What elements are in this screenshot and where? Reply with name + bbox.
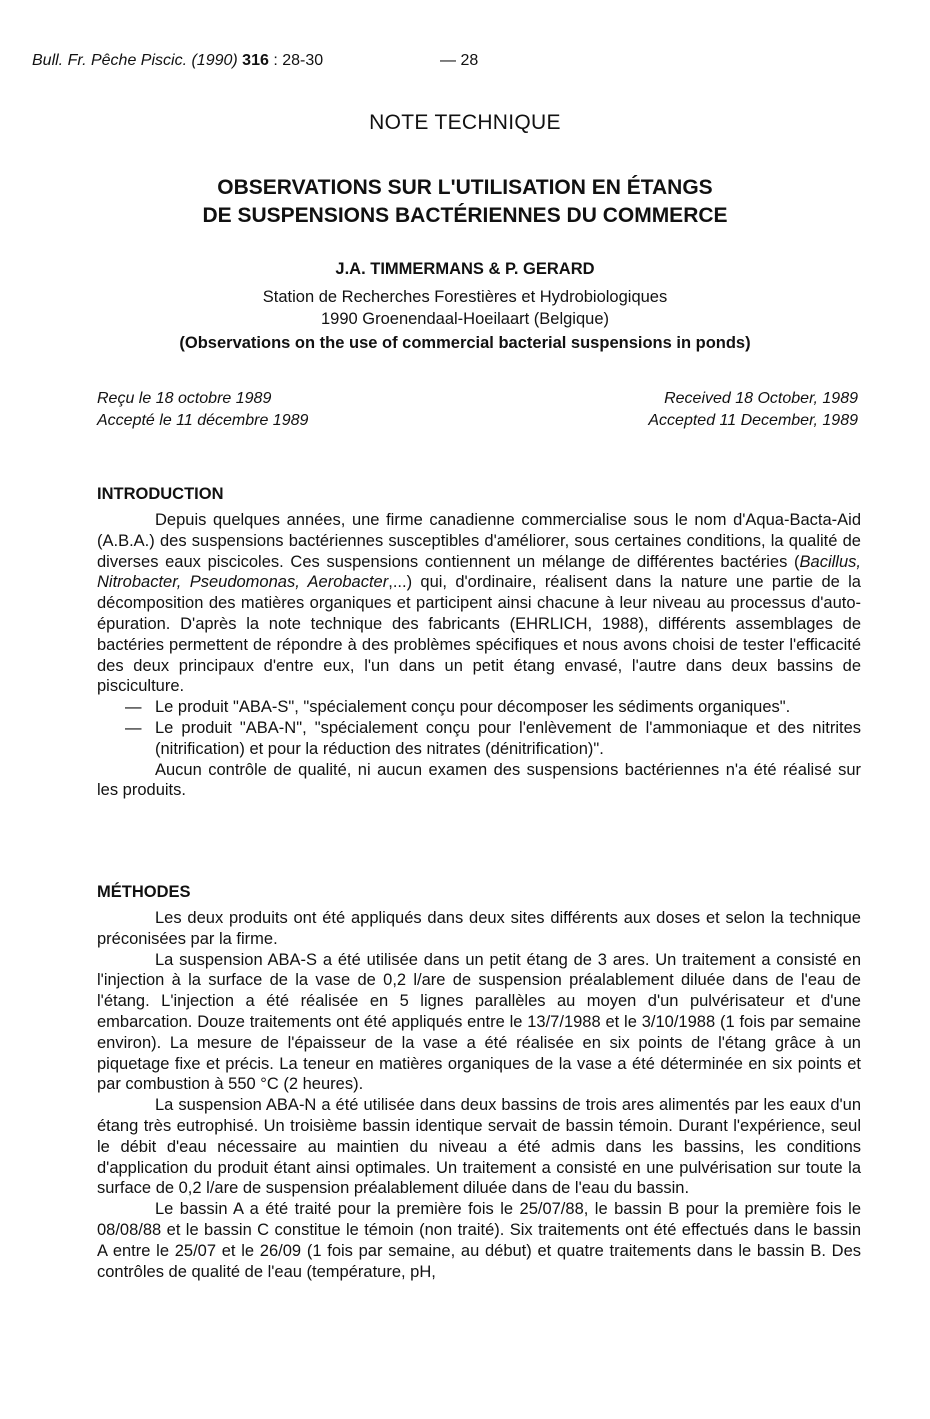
journal-name: Bull. Fr. Pêche Piscic. [32,52,188,69]
intro-paragraph-1 [97,510,861,697]
intro-p1-text-end: ,...) qui, d'ordinaire, réalisent dans la nature une partie de la décomposition des matières organiques et participent ainsi chacune à leur niveau au processus d'auto-épuration. D'après la note technique des fabricants (EHRLICH, 1988), différents assemblages de bactéries permettent de répondre à des problèmes spécifiques et nous avons choisi de tester l'efficacité des deux principaux d'entre eux, l'un dans un petit étang envasé, l'autre dans deux bassins de pisciculture. [97,573,861,696]
journal-volume: 316 [242,52,269,69]
affiliation-line-1: Station de Recherches Forestières et Hydrobiologiques [262,288,668,306]
journal-year: (1990) [191,52,238,69]
methods-paragraph-4: Le bassin A a été traité pour la première fois le 25/07/88, le bassin B pour la première fois le 08/08/88 et le bassin C constitue le témoin (non traité). Six traitements ont été effectués dans le bassin A entre le 25/07 et le 26/09 (1 fois par semaine, au début) et quatre traitements dans le bassin B. Des contrôles de qualité de l'eau (température, pH, [97,1200,861,1281]
affiliation [0,286,930,330]
english-title: (Observations on the use of commercial bacterial suspensions in ponds) [179,334,751,352]
methods-paragraph-1: Les deux produits ont été appliqués dans deux sites différents aux doses et selon la technique préconisées par la firme. [97,909,861,948]
introduction-heading: INTRODUCTION [97,485,224,503]
dash-mark: — [125,718,142,737]
list-item [97,697,861,718]
accepted-fr: Accepté le 11 décembre 1989 [97,412,309,429]
list-item [97,718,861,760]
title-line-2: DE SUSPENSIONS BACTÉRIENNES DU COMMERCE [202,204,728,227]
running-header [32,52,323,70]
methods-paragraph-2: La suspension ABA-S a été utilisée dans un petit étang de 3 ares. Un traitement a consisté en l'injection à la surface de la vase de 0,2 l/are de suspension préalablement diluée dans de l'eau de l'étang. L'injection a été réalisée en 5 lignes parallèles au moyen d'un pulvérisateur et d'une embarcation. Douze traitements ont été appliqués entre le 13/7/1988 et le 3/10/1988 (1 fois par semaine environ). La mesure de l'épaisseur de la vase a été réalisée en six points de l'étang grâce à un piquetage fixe et précis. La teneur en matières organiques de la vase a été déterminée en six points et par combustion à 550 °C (2 heures). [97,950,861,1094]
introduction-body [97,510,861,801]
dates-french [97,388,308,432]
article-title [0,174,930,230]
dash-mark: — [125,698,142,717]
item-aba-n: Le produit "ABA-N", "spécialement conçu pour l'enlèvement de l'ammoniaque et des nitrites (nitrification) et pour la réduction des nitrates (dénitrification)". [155,718,861,758]
note-type: NOTE TECHNIQUE [369,111,561,134]
received-en: Received 18 October, 1989 [664,390,858,407]
accepted-en: Accepted 11 December, 1989 [648,412,858,429]
methods-heading: MÉTHODES [97,883,191,901]
page-number: — 28 [440,52,479,69]
item-aba-s: Le produit "ABA-S", "spécialement conçu pour décomposer les sédiments organiques". [155,698,791,717]
received-fr: Reçu le 18 octobre 1989 [97,390,272,407]
title-line-1: OBSERVATIONS SUR L'UTILISATION EN ÉTANGS [217,176,713,199]
methods-body [97,908,861,1282]
authors: J.A. TIMMERMANS & P. GERARD [335,260,595,278]
affiliation-line-2: 1990 Groenendaal-Hoeilaart (Belgique) [320,310,610,328]
methods-paragraph-3: La suspension ABA-N a été utilisée dans deux bassins de trois ares alimentés par les eaux d'un étang très eutrophisé. Un troisième bassin identique servait de bassin témoin. Durant l'expérience, seul le débit d'eau nécessaire au maintien du niveau a été admis dans les bassins, les conditions d'application du produit étant ainsi optimales. Un traitement a consisté en une pulvérisation sur toute la surface de 0,2 l/are de suspension préalablement diluée dans de l'eau du bassin. [97,1096,861,1198]
journal-pages: : 28-30 [273,52,324,69]
bacteria-species: Bacillus, Nitrobacter, Pseudomonas, Aerobacter [97,552,861,592]
dates-english [648,388,858,432]
intro-paragraph-2: Aucun contrôle de qualité, ni aucun examen des suspensions bactériennes n'a été réalisé sur les produits. [97,760,861,800]
intro-p1-text: Depuis quelques années, une firme canadienne commercialise sous le nom d'Aqua-Bacta-Aid (A.B.A.) des suspensions bactériennes susceptibles d'améliorer, sous certaines conditions, la qualité de diverses eaux piscicoles. Ces suspensions contiennent un mélange de différentes bactéries ( [97,511,861,571]
